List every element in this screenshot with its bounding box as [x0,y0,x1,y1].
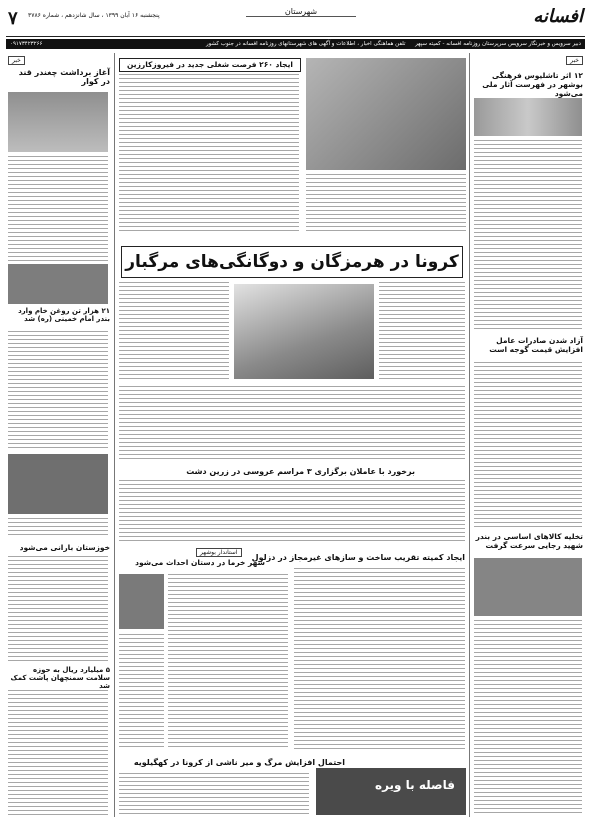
article-text [119,480,465,542]
interview-tag: استاندار بوشهر [196,548,242,557]
left-tag: خبر [8,56,25,65]
article-text [474,362,582,527]
article-text [474,140,582,330]
main-headline: کرونا در هرمزگان و دوگانگی‌های مرگبار [121,246,463,278]
dezful-headline: ایجاد کمیته تقریب ساخت و سازهای غیرمجاز در دزلول [251,553,465,562]
pottery-photo [474,98,582,136]
article-text [119,773,309,815]
right-tag: خبر [566,56,583,65]
article-text [379,282,465,382]
article-text [8,156,108,261]
article-text [294,568,465,750]
port-photo [474,558,582,616]
khuzestan-headline: خوزستان بارانی می‌شود [19,543,110,552]
article-text [8,518,108,538]
official-portrait [119,574,164,629]
bottom-headline: احتمال افزایش مرگ و میر ناشی از کرونا در کهگیلویه [133,758,345,767]
hospital-photo [234,284,374,379]
info-bar [6,39,585,49]
article-text [306,174,466,234]
right-mid-headline: آزاد شدن صادرات عامل افزایش قیمت گوجه است [489,336,583,354]
right-bottom-headline: تخلیه کالاهای اساسی در بندر شهید رجایی سرعت گرفت [475,532,583,550]
article-text [119,634,164,749]
wedding-headline: برخورد با عاملان برگزاری ۳ مراسم عروسی در زرین دشت [186,467,415,476]
info-bar-center: تلفن هماهنگی اخبار ، اطلاعات و آگهی های شهرستانهای روزنامه افسانه در جنوب کشور [206,41,406,47]
left-top-headline: آغاز برداشت چغندر قند در کوار [18,68,110,86]
article-text [8,331,108,451]
section-title: شهرستان [246,7,356,17]
article-text [119,386,465,461]
article-text [8,556,108,661]
newspaper-logo: افسانه [533,6,583,27]
article-text [168,574,288,749]
issue-date: پنجشنبه ۱۶ آبان ۱۳۹۹ ، سال شانزدهم ، شماره ۳۷۸۶ [28,12,160,19]
oil-tanks-photo [8,264,108,304]
interview-headline: شهر خرما در دستان احداث می‌شود [135,558,265,567]
right-top-headline: ۱۲ اثر تاشلیوس فرهنگی بوشهر در فهرست آثار ملی می‌شود [482,71,583,98]
left-mid-headline: ۲۱ هزار تن روغن خام وارد بندر امام خمینی (ره) شد [18,307,110,323]
page-number: ۷ [8,8,18,29]
newspaper-page [6,6,585,817]
masthead [6,6,585,37]
info-bar-phone: ۰۹۱۷۳۴۲۳۲۶۶ [10,41,43,47]
health-headline: ۵ میلیارد ریال به حوزه سلامت سمنچهان پاشت کمک شد [10,666,110,690]
workshop-photo [306,58,466,170]
article-text [474,620,582,815]
center-top-headline: ایجاد ۲۶۰ فرصت شغلی جدید در فیروزکارزین [119,58,301,72]
beet-harvest-photo [8,92,108,152]
article-text [8,690,108,815]
info-bar-right: دبیر سرویس و خبرنگار سرویس سرپرستان روزنامه افسانه - کمیته سپهر [415,41,581,47]
column-rule [469,53,470,817]
column-rule [114,53,115,817]
photo-caption: فاصله با ویره [374,778,455,792]
article-text [119,282,229,382]
flood-photo [8,454,108,514]
article-text [119,74,299,234]
